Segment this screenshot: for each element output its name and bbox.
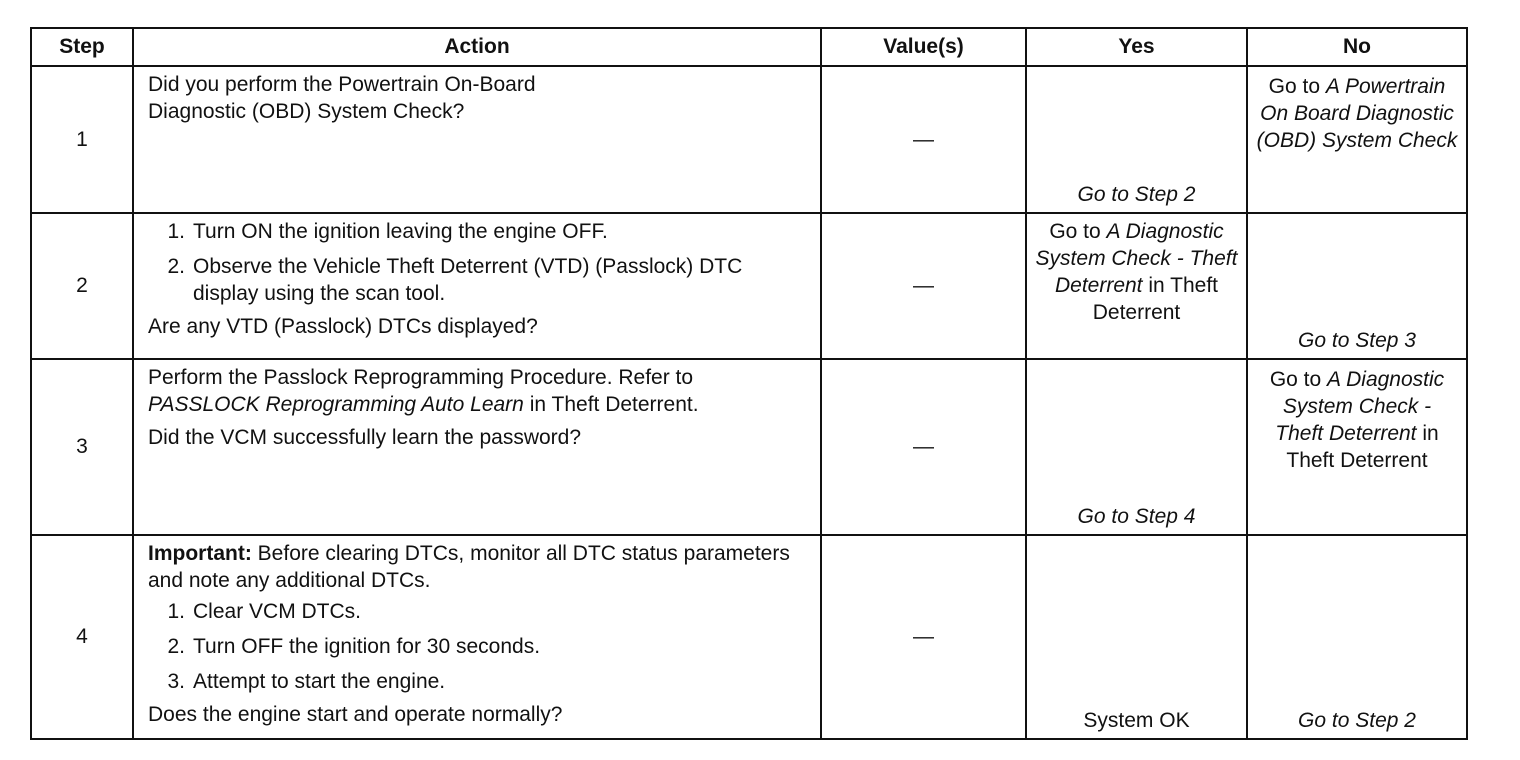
table-row — [31, 66, 1467, 213]
item-text: Turn OFF the ignition for 30 seconds. — [193, 635, 541, 658]
item-text: Observe the Vehicle Theft Deterrent (VTD) (Passlock) DTC display using the scan tool. — [193, 255, 743, 305]
no-link[interactable]: Go to Step 2 — [1298, 709, 1416, 732]
action-cell — [133, 535, 821, 739]
action-cell — [133, 359, 821, 535]
action-link[interactable]: PASSLOCK Reprogramming Auto Learn — [148, 393, 524, 416]
no-link[interactable]: Go to Step 3 — [1298, 329, 1416, 352]
yes-prefix: Go to — [1049, 220, 1101, 243]
list-item — [148, 218, 810, 245]
action-steps — [148, 598, 810, 695]
step-number: 1 — [31, 66, 133, 213]
item-text: Turn ON the ignition leaving the engine OFF. — [193, 220, 608, 243]
header-step: Step — [31, 28, 133, 66]
important-text: Before clearing DTCs, monitor all DTC status parameters and note any additional DTCs. — [148, 542, 790, 592]
action-cell — [133, 66, 821, 213]
list-item — [148, 253, 810, 307]
action-cell — [133, 213, 821, 359]
list-item — [148, 668, 810, 695]
step-number: 2 — [31, 213, 133, 359]
value-dash: — — [913, 127, 934, 151]
item-text: Clear VCM DTCs. — [193, 600, 362, 623]
yes-cell — [1026, 66, 1247, 213]
value-cell — [821, 535, 1026, 739]
no-prefix: Go to — [1269, 368, 1322, 391]
table-row — [31, 535, 1467, 739]
action-pre: Perform the Passlock Reprogramming Procedure. Refer to — [148, 366, 694, 389]
yes-cell — [1026, 213, 1247, 359]
header-action: Action — [133, 28, 821, 66]
yes-link[interactable]: Go to Step 2 — [1077, 183, 1196, 206]
item-number: 2. — [167, 255, 185, 278]
action-steps — [148, 218, 810, 307]
yes-result: System OK — [1083, 709, 1190, 732]
header-yes: Yes — [1026, 28, 1247, 66]
no-prefix: Go to — [1268, 75, 1321, 98]
action-text: Did you perform the Powertrain On-Board Diagnostic (OBD) System Check? — [148, 73, 536, 123]
table-row — [31, 359, 1467, 535]
important-label: Important: — [148, 542, 252, 565]
step-number: 4 — [31, 535, 133, 739]
yes-link[interactable]: A Diagnostic System Check - Theft Deterrent — [1035, 220, 1238, 297]
list-item — [148, 633, 810, 660]
item-text: Attempt to start the engine. — [193, 670, 446, 693]
action-post: in Theft Deterrent. — [529, 393, 699, 416]
item-number: 1. — [167, 600, 185, 623]
item-number: 2. — [167, 635, 185, 658]
item-number: 1. — [167, 220, 185, 243]
value-cell — [821, 66, 1026, 213]
header-no: No — [1247, 28, 1467, 66]
value-dash: — — [913, 435, 934, 458]
action-question: Does the engine start and operate normally? — [148, 703, 563, 726]
yes-suffix: in Theft Deterrent — [1092, 274, 1219, 324]
action-question: Did the VCM successfully learn the password? — [148, 426, 582, 449]
header-row — [31, 28, 1467, 66]
yes-link[interactable]: Go to Step 4 — [1077, 505, 1196, 528]
no-cell — [1247, 535, 1467, 739]
yes-cell — [1026, 359, 1247, 535]
list-item — [148, 598, 810, 625]
item-number: 3. — [167, 670, 185, 693]
step-number: 3 — [31, 359, 133, 535]
no-cell — [1247, 213, 1467, 359]
value-cell — [821, 213, 1026, 359]
header-values: Value(s) — [821, 28, 1026, 66]
action-text — [148, 364, 810, 418]
value-cell — [821, 359, 1026, 535]
no-cell — [1247, 66, 1467, 213]
no-cell — [1247, 359, 1467, 535]
no-link[interactable]: A Diagnostic System Check - Theft Deterrent — [1275, 368, 1445, 445]
action-question: Are any VTD (Passlock) DTCs displayed? — [148, 315, 538, 338]
yes-cell — [1026, 535, 1247, 739]
value-dash: — — [913, 274, 934, 297]
no-suffix: in Theft Deterrent — [1286, 422, 1439, 472]
no-link[interactable]: A Powertrain On Board Diagnostic (OBD) System Check — [1256, 75, 1458, 152]
diagnostic-table — [30, 27, 1468, 740]
important-note — [148, 540, 810, 594]
table-row — [31, 213, 1467, 359]
value-dash: — — [913, 625, 934, 648]
